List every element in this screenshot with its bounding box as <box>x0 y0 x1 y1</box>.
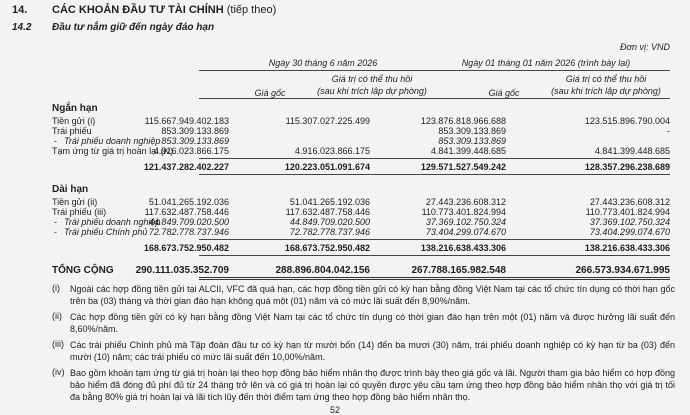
subtotal-rule <box>199 239 670 240</box>
note-text: Các hợp đồng tiền gửi có kỳ hạn bằng đồng Việt Nam tại các tổ chức tín dụng có thời gian đáo hạn trên một (01) năm và được hưởng lãi suất đến 8,60%/năm. <box>70 312 675 334</box>
row-label: Trái phiếu doanh nghiệp <box>64 136 161 146</box>
value-cost-2: 27.443.236.608.312 <box>425 197 506 207</box>
table-row <box>0 207 690 217</box>
header-cost-2: Giá gốc <box>488 88 520 98</box>
value-recoverable-2: 37.369.102.750.324 <box>589 217 670 227</box>
header-recoverable-1-line1: Giá trị có thể thu hồi <box>331 74 413 84</box>
total-cost-1: 168.673.752.950.482 <box>143 243 229 253</box>
value-recoverable-2: 123.515.896.790.004 <box>584 116 670 126</box>
section-title <box>52 4 276 16</box>
row-label: Tiền gửi (i) <box>52 116 96 126</box>
value-cost-1: 117.632.487.758.446 <box>144 207 229 217</box>
subsection-title: Đầu tư nắm giữ đến ngày đáo hạn <box>52 22 215 33</box>
value-cost-2: 123.876.818.966.688 <box>420 116 506 126</box>
total-recoverable-2: 138.216.638.433.306 <box>584 243 670 253</box>
value-cost-2: 853.309.133.869 <box>438 136 506 146</box>
header-recoverable-2-line1: Giá trị có thể thu hồi <box>565 74 647 84</box>
header-period-1: Ngày 30 tháng 6 năm 2026 <box>268 58 378 68</box>
value-cost-2: 853.309.133.869 <box>438 126 506 136</box>
grand-total-cost-1: 290.111.035.352.709 <box>135 265 229 276</box>
header-bottom-rule <box>199 98 670 99</box>
table-row <box>0 217 690 227</box>
header-period-2: Ngày 01 tháng 01 năm 2026 (trình bày lại) <box>461 58 631 68</box>
row-label: Trái phiếu doanh nghiệp <box>64 217 161 227</box>
note-text: Ngoài các hợp đồng tiền gửi tại ALCII, VFC đã quá hạn, các hợp đồng tiền gửi có kỳ hạn bằng đồng Việt Nam tại các tổ chức tín dụng có thời hạn gốc trên ba (03) tháng và thời gian đáo hạn không quá một (01) năm và có mức lãi suất đến 8,90%/năm. <box>70 284 675 306</box>
value-recoverable-1: 72.782.778.737.946 <box>289 227 370 237</box>
note-mark: (ii) <box>52 311 62 321</box>
note-text: Các trái phiếu Chính phủ mà Tập đoàn đầu tư có kỳ hạn từ mười bốn (14) đến ba mươi (30) năm, trái phiếu doanh nghiệp có kỳ hạn từ ba (03) đến mười (10) năm; các trái phiếu có mức lãi suất đến 10,00%/năm. <box>70 340 675 362</box>
note-text: Bao gồm khoản tạm ứng từ giá trị hoàn lại theo hợp đồng bảo hiểm nhân thọ được trình bày theo giá gốc và lãi. Người tham gia bảo hiểm có hợp đồng bảo hiểm đã đóng đủ phí đủ từ 24 tháng trở lên và có giá trị hoàn lại có quyền được yêu cầu tạm ứng theo hợp đồng bảo hiểm nhân thọ với giá trị tối đa bằng 80% giá trị hoàn lại và lãi tích lũy đến thời điểm tạm ứng theo hợp đồng bảo hiểm nhân thọ. <box>70 368 675 402</box>
grand-total-rule <box>199 277 670 280</box>
value-recoverable-2: 4.841.399.448.685 <box>594 146 670 156</box>
grand-total-row <box>0 265 690 275</box>
value-cost-1: 72.782.778.737.946 <box>148 227 229 237</box>
value-recoverable-1: 115.307.027.225.499 <box>285 116 370 126</box>
row-label: Tạm ứng từ giá trị hoàn lại (iv) <box>52 146 174 156</box>
value-cost-2: 110.773.401.824.994 <box>421 207 506 217</box>
note-mark: (iii) <box>52 339 64 349</box>
value-recoverable-1: 51.041.265.192.036 <box>289 197 370 207</box>
header-divider-2 <box>404 70 670 71</box>
row-label: Trái phiếu (iii) <box>52 207 107 217</box>
section-number: 14. <box>12 4 28 16</box>
subtotal-bottom-rule <box>199 174 670 175</box>
total-recoverable-1: 168.673.752.950.482 <box>284 243 370 253</box>
value-recoverable-1: 4.916.023.866.175 <box>294 146 370 156</box>
value-recoverable-2: - <box>667 126 670 136</box>
grand-total-label: TỔNG CỘNG <box>52 265 114 276</box>
unit-label: Đơn vị: VND <box>620 42 670 52</box>
table-row <box>0 146 690 156</box>
header-recoverable-2-line2: (sau khi trích lập dự phòng) <box>551 86 661 96</box>
note-mark: (i) <box>52 283 60 293</box>
subtotal-bottom-rule <box>199 255 670 256</box>
grand-total-recoverable-1: 288.896.804.042.156 <box>275 265 370 276</box>
total-recoverable-2: 128.357.296.238.689 <box>584 162 670 172</box>
section-title-suffix: (tiếp theo) <box>223 4 277 16</box>
value-cost-1: 853.309.133.869 <box>161 136 229 146</box>
value-recoverable-2: 110.773.401.824.994 <box>585 207 670 217</box>
note-mark: (iv) <box>52 367 65 377</box>
row-dash: - <box>54 227 57 237</box>
subtotal-row <box>0 243 690 253</box>
value-cost-1: 853.309.133.869 <box>161 126 229 136</box>
page-number: 52 <box>330 405 341 415</box>
total-cost-2: 129.571.527.549.242 <box>420 162 506 172</box>
long-term-title: Dài hạn <box>52 184 89 195</box>
subtotal-row <box>0 162 690 172</box>
value-recoverable-2: 27.443.236.608.312 <box>589 197 670 207</box>
subsection-number: 14.2 <box>12 22 32 33</box>
subtotal-rule <box>199 158 670 159</box>
total-recoverable-1: 120.223.051.091.674 <box>284 162 370 172</box>
row-label: Tiền gửi (ii) <box>52 197 98 207</box>
value-cost-2: 4.841.399.448.685 <box>430 146 506 156</box>
value-recoverable-1: 117.632.487.758.446 <box>285 207 370 217</box>
header-cost-1: Giá gốc <box>254 88 286 98</box>
grand-total-recoverable-2: 266.573.934.671.995 <box>575 265 670 276</box>
table-row <box>0 136 690 146</box>
value-cost-2: 37.369.102.750.324 <box>425 217 506 227</box>
value-cost-2: 73.404.299.074.670 <box>425 227 506 237</box>
value-recoverable-1: 44.849.709.020.500 <box>289 217 370 227</box>
short-term-title: Ngắn hạn <box>52 103 98 114</box>
section-title-text: CÁC KHOẢN ĐẦU TƯ TÀI CHÍNH <box>52 4 224 16</box>
value-cost-1: 115.667.949.402.183 <box>144 116 229 126</box>
total-cost-1: 121.437.282.402.227 <box>143 162 229 172</box>
value-cost-1: 44.849.709.020.500 <box>148 217 229 227</box>
table-row <box>0 227 690 237</box>
table-row <box>0 126 690 136</box>
row-label: Trái phiếu Chính phủ <box>64 227 148 237</box>
value-cost-1: 4.916.023.866.175 <box>153 146 229 156</box>
grand-total-cost-2: 267.788.165.982.548 <box>411 265 506 276</box>
value-recoverable-2: 73.404.299.074.670 <box>589 227 670 237</box>
total-cost-2: 138.216.638.433.306 <box>420 243 506 253</box>
table-row <box>0 116 690 126</box>
row-dash: - <box>54 136 57 146</box>
row-dash: - <box>54 217 57 227</box>
header-recoverable-1-line2: (sau khi trích lập dự phòng) <box>317 86 427 96</box>
value-cost-1: 51.041.265.192.036 <box>148 197 229 207</box>
row-label: Trái phiếu <box>52 126 92 136</box>
table-row <box>0 197 690 207</box>
